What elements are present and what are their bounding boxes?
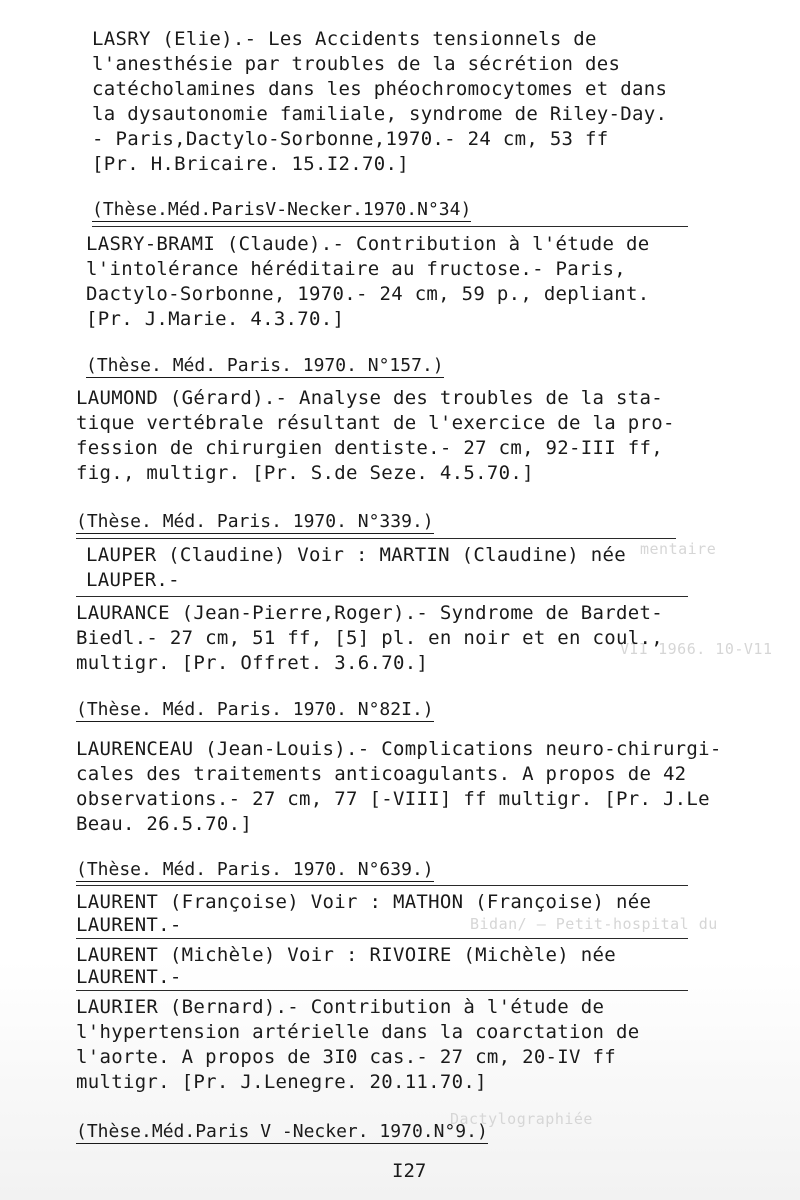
entry-line: LASRY-BRAMI (Claude).- Contribution à l'étude de xyxy=(86,233,650,255)
entry-line: Beau. 26.5.70.] xyxy=(76,813,253,835)
entry-line: LAURANCE (Jean-Pierre,Roger).- Syndrome de Bardet- xyxy=(76,602,663,624)
entry-line: Dactylo-Sorbonne, 1970.- 24 cm, 59 p., depliant. xyxy=(86,283,650,305)
entry-line: fession de chirurgien dentiste.- 27 cm, 92-III ff, xyxy=(76,437,663,459)
entry-line: l'intolérance héréditaire au fructose.- Paris, xyxy=(86,258,626,280)
entry-line: LAURENCEAU (Jean-Louis).- Complications neuro-chirurgi- xyxy=(76,738,722,760)
entry-line: [Pr. H.Bricaire. 15.I2.70.] xyxy=(92,153,409,175)
thesis-reference: (Thèse.Méd.ParisV-Necker.1970.N°34) xyxy=(92,199,472,220)
thesis-reference: (Thèse. Méd. Paris. 1970. N°639.) xyxy=(76,859,434,880)
entry-line: - Paris,Dactylo-Sorbonne,1970.- 24 cm, 53 ff xyxy=(92,128,609,150)
entry-line: l'aorte. A propos de 3I0 cas.- 27 cm, 20-IV ff xyxy=(76,1046,616,1068)
entry-line: Biedl.- 27 cm, 51 ff, [5] pl. en noir et en coul., xyxy=(76,627,663,649)
cross-reference-line: LAURENT (Françoise) Voir : MATHON (Françoise) née xyxy=(76,891,652,913)
entry-line: multigr. [Pr. J.Lenegre. 20.11.70.] xyxy=(76,1071,487,1093)
entry-line: multigr. [Pr. Offret. 3.6.70.] xyxy=(76,652,429,674)
entry-separator xyxy=(76,885,688,886)
thesis-reference: (Thèse. Méd. Paris. 1970. N°339.) xyxy=(76,511,434,532)
entry-line: tique vertébrale résultant de l'exercice de la pro- xyxy=(76,412,675,434)
entry-separator xyxy=(76,596,688,597)
cross-reference-line: LAUPER (Claudine) Voir : MARTIN (Claudine) née xyxy=(86,544,626,566)
entry-separator xyxy=(76,938,688,939)
entry-separator xyxy=(76,990,688,991)
entry-line: observations.- 27 cm, 77 [-VIII] ff multigr. [Pr. J.Le xyxy=(76,788,710,810)
entry-line: fig., multigr. [Pr. S.de Seze. 4.5.70.] xyxy=(76,462,534,484)
cross-reference-line: LAURENT.- xyxy=(76,914,182,936)
entry-line: LAURIER (Bernard).- Contribution à l'étude de xyxy=(76,996,605,1018)
entry-line: LASRY (Elie).- Les Accidents tensionnels de xyxy=(92,28,597,50)
entry-line: l'anesthésie par troubles de la sécrétion des xyxy=(92,53,621,75)
thesis-reference: (Thèse.Méd.Paris V -Necker. 1970.N°9.) xyxy=(76,1121,488,1142)
cross-reference-line: LAURENT (Michèle) Voir : RIVOIRE (Michèle) née xyxy=(76,944,616,966)
cross-reference-line: LAUPER.- xyxy=(86,569,180,591)
thesis-reference: (Thèse. Méd. Paris. 1970. N°82I.) xyxy=(76,699,434,720)
entry-line: la dysautonomie familiale, syndrome de Riley-Day. xyxy=(92,103,668,125)
cross-reference-line: LAURENT.- xyxy=(76,966,182,988)
page-number: I27 xyxy=(392,1160,427,1182)
entry-separator xyxy=(76,538,676,539)
entry-separator xyxy=(92,226,688,227)
thesis-reference: (Thèse. Méd. Paris. 1970. N°157.) xyxy=(86,355,444,376)
entry-line: l'hypertension artérielle dans la coarctation de xyxy=(76,1021,640,1043)
entry-line: catécholamines dans les phéochromocytomes et dans xyxy=(92,78,668,100)
entry-line: [Pr. J.Marie. 4.3.70.] xyxy=(86,308,345,330)
bleed-through-shadow: mentaire VII 1966. 10-V11 Bidan/ — Petit-hospital du Dactylographiée xyxy=(450,540,773,1128)
entry-line: LAUMOND (Gérard).- Analyse des troubles de la sta- xyxy=(76,387,663,409)
entry-line: cales des traitements anticoagulants. A propos de 42 xyxy=(76,763,687,785)
